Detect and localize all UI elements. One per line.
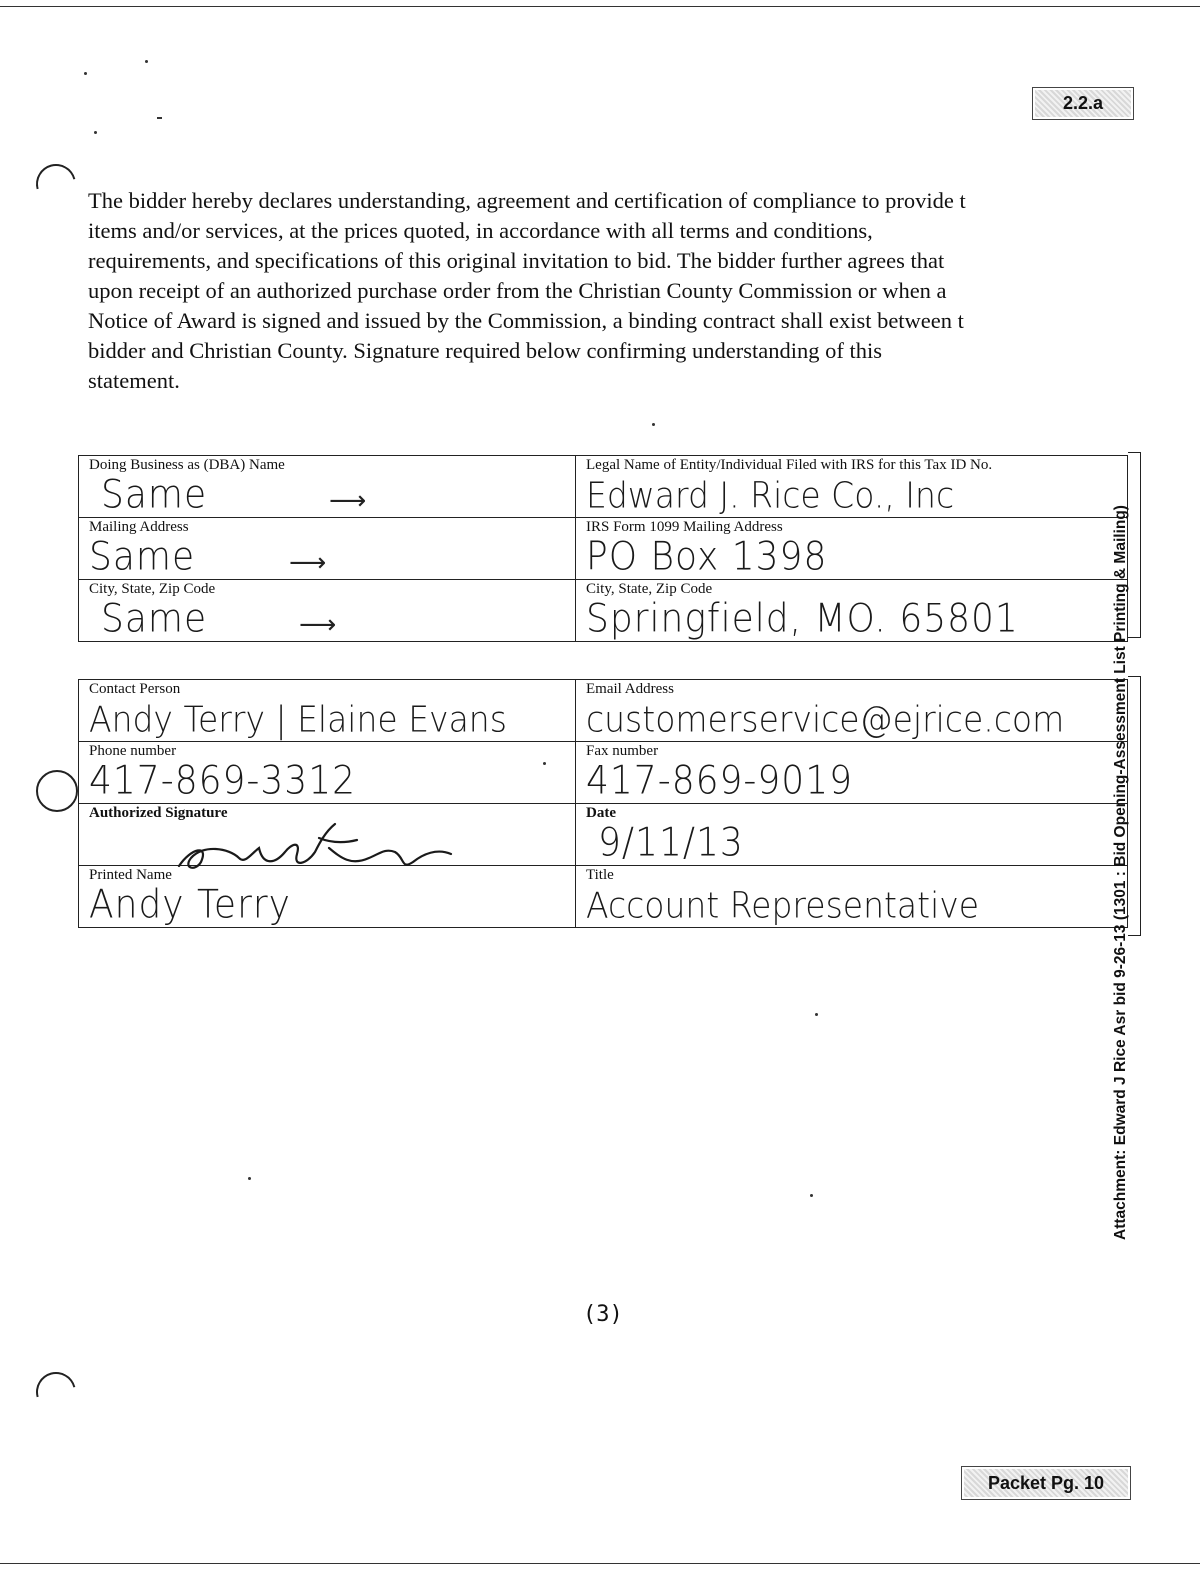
irs-mailing-address-cell <box>576 518 1128 580</box>
punch-hole-mark <box>36 770 78 812</box>
statement-line: statement. <box>88 368 180 393</box>
city-state-zip-cell <box>79 580 576 642</box>
irs-city-state-zip-label: City, State, Zip Code <box>586 581 713 597</box>
bidder-declaration-statement <box>88 186 1088 396</box>
irs-mailing-address-label: IRS Form 1099 Mailing Address <box>586 519 783 535</box>
mailing-address-label: Mailing Address <box>89 519 189 535</box>
scan-speck <box>810 1194 813 1197</box>
irs-city-state-zip-cell <box>576 580 1128 642</box>
vendor-contact-form <box>78 679 1128 928</box>
legal-name-label: Legal Name of Entity/Individual Filed with IRS for this Tax ID No. <box>586 457 993 473</box>
fax-number-value: 417-869-9019 <box>586 758 854 804</box>
city-state-zip-value: Same <box>101 596 208 642</box>
fax-number-cell <box>576 742 1128 804</box>
contact-person-cell <box>79 680 576 742</box>
arrow-right-icon: ⟶ <box>329 486 367 516</box>
title-label: Title <box>586 867 614 883</box>
statement-line: The bidder hereby declares understanding, agreement and certification of compliance to provide t <box>88 188 966 213</box>
email-address-cell <box>576 680 1128 742</box>
scan-speck <box>652 423 655 426</box>
printed-name-label: Printed Name <box>89 867 172 883</box>
statement-line: items and/or services, at the prices quoted, in accordance with all terms and conditions, <box>88 218 873 243</box>
printed-name-cell <box>79 866 576 928</box>
email-address-label: Email Address <box>586 681 674 697</box>
title-cell <box>576 866 1128 928</box>
email-address-value: customerservice@ejrice.com <box>586 698 1065 741</box>
date-label: Date <box>586 805 616 821</box>
scan-speck <box>157 117 162 119</box>
statement-line: Notice of Award is signed and issued by the Commission, a binding contract shall exist between t <box>88 308 964 333</box>
attachment-side-note: Attachment: Edward J Rice Asr bid 9-26-13 (1301 : Bid Opening-Assessment List Printing & Mailing) <box>1112 505 1129 1240</box>
phone-number-label: Phone number <box>89 743 177 759</box>
agenda-item-tag: 2.2.a <box>1032 87 1134 120</box>
bottom-scan-edge <box>0 1563 1200 1564</box>
vendor-identity-form <box>78 455 1128 642</box>
statement-line: requirements, and specifications of this original invitation to bid. The bidder further agrees that <box>88 248 945 273</box>
statement-line: upon receipt of an authorized purchase order from the Christian County Commission or when a <box>88 278 947 303</box>
contact-person-label: Contact Person <box>89 681 181 697</box>
date-cell <box>576 804 1128 866</box>
printed-name-value: Andy Terry <box>89 882 291 928</box>
irs-city-state-zip-value: Springfield, MO. 65801 <box>586 596 1019 642</box>
dba-name-value: Same <box>101 472 208 518</box>
irs-mailing-address-value: PO Box 1398 <box>586 534 828 580</box>
fax-number-label: Fax number <box>586 743 659 759</box>
title-value: Account Representative <box>586 884 980 927</box>
authorized-signature-label: Authorized Signature <box>89 805 228 821</box>
legal-name-cell <box>576 456 1128 518</box>
dba-name-label: Doing Business as (DBA) Name <box>89 457 285 473</box>
phone-number-value: 417-869-3312 <box>89 758 357 804</box>
mailing-address-value: Same <box>89 534 196 580</box>
legal-name-value: Edward J. Rice Co., Inc <box>586 474 955 517</box>
arrow-right-icon: ⟶ <box>299 610 337 640</box>
page-number: (3) <box>583 1302 623 1327</box>
punch-hole-mark <box>29 1365 84 1420</box>
phone-number-cell <box>79 742 576 804</box>
statement-line: bidder and Christian County. Signature required below confirming understanding of this <box>88 338 883 363</box>
arrow-right-icon: ⟶ <box>289 548 327 578</box>
contact-person-value: Andy Terry | Elaine Evans <box>89 698 507 741</box>
city-state-zip-label: City, State, Zip Code <box>89 581 216 597</box>
scan-speck <box>94 131 97 134</box>
scan-speck <box>248 1177 251 1180</box>
scan-speck <box>815 1013 818 1016</box>
punch-hole-mark <box>29 157 84 212</box>
scan-speck <box>84 72 87 75</box>
scan-speck <box>145 60 148 63</box>
mailing-address-cell <box>79 518 576 580</box>
top-scan-edge <box>0 6 1200 7</box>
authorized-signature-cell <box>79 804 576 866</box>
dba-name-cell <box>79 456 576 518</box>
packet-page-tag: Packet Pg. 10 <box>961 1466 1131 1500</box>
date-value: 9/11/13 <box>598 820 744 866</box>
